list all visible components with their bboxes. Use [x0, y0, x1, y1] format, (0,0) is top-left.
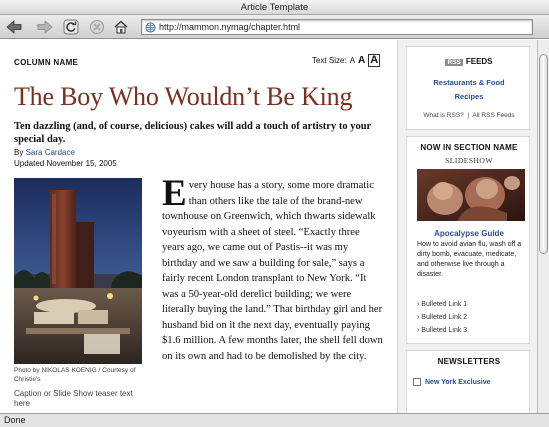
newsletters-heading: NEWSLETTERS	[437, 357, 501, 366]
feeds-separator: |	[467, 112, 470, 119]
forward-arrow-icon	[37, 20, 53, 34]
photo-caption: Caption or Slide Show teaser text here	[14, 389, 133, 408]
window-titlebar	[0, 0, 549, 15]
column-name: COLUMN NAME	[14, 58, 79, 67]
bulleted-link-3[interactable]: › Bulleted Link 3	[417, 327, 468, 334]
photo-credit: Photo by NIKOLAS KOENIG / Courtesy of Christie's	[14, 367, 136, 383]
globe-icon	[145, 22, 156, 33]
text-size-label: Text Size:	[312, 56, 347, 65]
text-size-control	[312, 54, 380, 67]
newsletters-box	[406, 350, 530, 413]
text-size-large-button[interactable]: A	[370, 54, 379, 66]
home-icon	[113, 19, 129, 35]
page-content	[0, 40, 537, 413]
article-body	[162, 173, 384, 364]
browser-toolbar	[0, 15, 549, 39]
window-title: Article Template	[240, 2, 309, 13]
feeds-footer	[407, 112, 531, 119]
feeds-heading	[407, 57, 531, 66]
status-bar	[0, 413, 549, 427]
slideshow-photo[interactable]	[417, 169, 525, 221]
rss-badge-icon: RSS	[447, 59, 461, 66]
byline-prefix: By	[14, 148, 24, 157]
scrollbar-thumb[interactable]	[539, 54, 548, 254]
body-text: very house has a story, some more dramatic than others like the tale of the brand-new townhouse on Greenwich, which thwarts sidewalk voyeurism with a sheet of steel. “Exactly three years ago, we came out of Pastis--it was my birthday and we saw a building for sale,” says a fairly recent London transplant to New York. “It was a 50-year-old derelict building; we were literally buying the land.” That birthday girl and her husband bid on it the next day, eventually paying $1.6 million. A few months later, the shell fell down on its own and had to be demolished by the city.	[162, 180, 383, 362]
article-headline: The Boy Who Wouldn’t Be King	[14, 82, 353, 111]
article-photo	[14, 178, 142, 364]
reload-icon	[63, 19, 79, 35]
bulleted-link-3-label: Bulleted Link 3	[421, 327, 468, 334]
bulleted-link-2-label: Bulleted Link 2	[421, 314, 468, 321]
bulleted-link-2[interactable]: › Bulleted Link 2	[417, 314, 468, 321]
text-size-small-button[interactable]: A	[349, 56, 356, 65]
byline	[14, 148, 75, 157]
stop-icon	[89, 19, 105, 35]
text-size-medium-button[interactable]: A	[358, 55, 366, 66]
address-url: http://mammon.nymag/chapter.html	[159, 22, 301, 32]
body-paragraph	[162, 173, 384, 364]
feed-link-restaurants[interactable]: Restaurants & Food	[433, 78, 505, 87]
bulleted-link-1-label: Bulleted Link 1	[421, 301, 468, 308]
reload-button[interactable]	[62, 18, 80, 36]
slideshow-image	[417, 169, 525, 221]
newsletter-item[interactable]	[413, 378, 491, 386]
updated-date: Updated November 15, 2005	[14, 159, 117, 168]
address-bar[interactable]	[141, 19, 533, 35]
all-rss-feeds-link[interactable]: All RSS Feeds	[472, 112, 515, 119]
newsletter-checkbox[interactable]	[413, 378, 421, 386]
status-text: Done	[4, 415, 26, 425]
feed-link-recipes[interactable]: Recipes	[454, 92, 484, 101]
section-box	[406, 136, 530, 344]
what-is-rss-link[interactable]: What is RSS?	[423, 112, 464, 119]
newsletter-label: New York Exclusive	[425, 378, 491, 386]
author-link[interactable]: Sara Cardace	[25, 148, 75, 157]
stop-button[interactable]	[88, 18, 106, 36]
guide-description: How to avoid avian flu, wash off a dirty bomb, evacuate, medicate, and otherwise live through a disaster.	[417, 241, 522, 278]
home-button[interactable]	[112, 18, 130, 36]
article-dek: Ten dazzling (and, of course, delicious) cakes will add a touch of artistry to your special day.	[14, 121, 372, 145]
slideshow-label: SLIDESHOW	[445, 156, 493, 165]
back-button[interactable]	[4, 18, 26, 36]
feeds-box	[406, 46, 530, 130]
forward-button[interactable]	[36, 18, 54, 36]
section-heading: NOW IN SECTION NAME	[420, 143, 518, 152]
feeds-title: FEEDS	[465, 57, 493, 66]
vertical-scrollbar[interactable]	[537, 40, 549, 413]
guide-title-link[interactable]: Apocalypse Guide	[434, 229, 504, 238]
bulleted-link-1[interactable]: › Bulleted Link 1	[417, 301, 468, 308]
rooftop-terrace-image	[14, 178, 142, 364]
sidebar	[397, 40, 537, 413]
dropcap: E	[162, 173, 187, 214]
back-arrow-icon	[6, 20, 24, 34]
